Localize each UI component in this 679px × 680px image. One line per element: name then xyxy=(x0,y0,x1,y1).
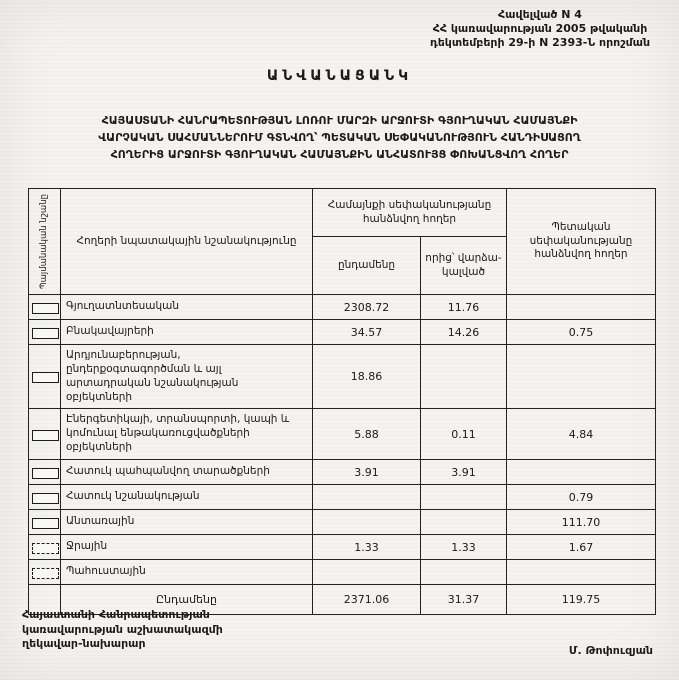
row-label: Ջրային xyxy=(61,535,313,560)
header-community-group: Համայնքի սեփականությանը հանձնվող հողեր xyxy=(313,189,507,237)
total-community-value: 2371.06 xyxy=(313,585,421,615)
row-label: Անտառային xyxy=(61,510,313,535)
state-value xyxy=(507,560,656,585)
symbol-cell xyxy=(29,320,61,345)
signatory-line: ղեկավար-նախարար xyxy=(22,637,146,651)
community-leased-value xyxy=(421,560,507,585)
symbol-cell xyxy=(29,295,61,320)
legend-box xyxy=(32,372,59,383)
table-row xyxy=(29,485,656,510)
table-row xyxy=(29,409,656,460)
state-value: 1.67 xyxy=(507,535,656,560)
table-row xyxy=(29,295,656,320)
signature-name: Մ. Թոփուզյան xyxy=(568,644,653,657)
symbol-cell xyxy=(29,560,61,585)
table-body xyxy=(29,295,656,585)
community-leased-value: 14.26 xyxy=(421,320,507,345)
table-row xyxy=(29,510,656,535)
signatory-line: կառավարության աշխատակազմի xyxy=(22,622,223,636)
row-label: Հատուկ նշանակության xyxy=(61,485,313,510)
total-state-value: 119.75 xyxy=(507,585,656,615)
community-leased-value: 3.91 xyxy=(421,460,507,485)
annex-line: Հավելված N 4 xyxy=(498,8,582,21)
community-leased-value: 0.11 xyxy=(421,409,507,460)
symbol-cell xyxy=(29,510,61,535)
legend-box xyxy=(32,303,59,314)
header-symbol-label: Պայմանական նշանը xyxy=(38,193,49,290)
doc-subtitle xyxy=(30,112,649,163)
row-label: Էներգետիկայի, տրանսպորտի, կապի և կոմունալ ենթակառուցվածքների օբյեկտների xyxy=(61,409,313,460)
legend-box xyxy=(32,543,59,554)
annex-note xyxy=(415,8,665,50)
symbol-cell xyxy=(29,460,61,485)
row-label: Բնակավայրերի xyxy=(61,320,313,345)
table-row xyxy=(29,345,656,409)
row-label: Գյուղատնտեսական xyxy=(61,295,313,320)
community-total-value xyxy=(313,485,421,510)
legend-box xyxy=(32,328,59,339)
land-table-wrap xyxy=(28,188,655,615)
community-total-value: 2308.72 xyxy=(313,295,421,320)
row-label: Հատուկ պահպանվող տարածքների xyxy=(61,460,313,485)
community-leased-value xyxy=(421,345,507,409)
symbol-cell xyxy=(29,409,61,460)
community-total-value xyxy=(313,560,421,585)
community-leased-value xyxy=(421,485,507,510)
community-total-value xyxy=(313,510,421,535)
land-table xyxy=(28,188,656,615)
table-row xyxy=(29,535,656,560)
symbol-cell xyxy=(29,485,61,510)
header-community-leased: որից՝ վարձա- կալված xyxy=(421,237,507,295)
table-row xyxy=(29,460,656,485)
row-label: Արդյունաբերության, ընդերքօգտագործման և այլ արտադրական նշանակության օբյեկտների xyxy=(61,345,313,409)
legend-box xyxy=(32,430,59,441)
legend-box xyxy=(32,468,59,479)
header-purpose: Հողերի նպատակային նշանակությունը xyxy=(61,189,313,295)
total-label: Ընդամենը xyxy=(61,585,313,615)
symbol-cell xyxy=(29,345,61,409)
state-value: 0.75 xyxy=(507,320,656,345)
community-leased-value: 1.33 xyxy=(421,535,507,560)
community-total-value: 1.33 xyxy=(313,535,421,560)
community-total-value: 5.88 xyxy=(313,409,421,460)
legend-box xyxy=(32,568,59,579)
state-value: 0.79 xyxy=(507,485,656,510)
community-total-value: 18.86 xyxy=(313,345,421,409)
subtitle-line: ՀՈՂԵՐԻՑ ԱՐՋՈՒՏԻ ԳՅՈՒՂԱԿԱՆ ՀԱՄԱՅՆՔԻՆ ԱՆՀԱՏՈՒՅՑ ՓՈԽԱՆՑՎՈՂ ՀՈՂԵՐ xyxy=(110,148,569,162)
state-value xyxy=(507,460,656,485)
header-state: Պետական սեփականությանը հանձնվող հողեր xyxy=(507,189,656,295)
annex-line: դեկտեմբերի 29-ի N 2393-Ն որոշման xyxy=(429,36,651,50)
subtitle-line: ՎԱՐՉԱԿԱՆ ՍԱՀՄԱՆՆԵՐՈՒՄ ԳՏՆՎՈՂ՝ ՊԵՏԱԿԱՆ ՍԵՓԱԿԱՆՈՒԹՅՈՒՆ ՀԱՆԴԻՍԱՑՈՂ xyxy=(98,131,581,145)
table-row xyxy=(29,560,656,585)
state-value: 111.70 xyxy=(507,510,656,535)
header-symbol xyxy=(29,189,61,295)
doc-title: ԱՆՎԱՆԱՑԱՆԿ xyxy=(266,68,413,84)
state-value xyxy=(507,345,656,409)
community-leased-value xyxy=(421,510,507,535)
row-label: Պահուստային xyxy=(61,560,313,585)
signatory-line: Հայաստանի Հանրապետության xyxy=(22,608,210,621)
community-total-value: 3.91 xyxy=(313,460,421,485)
symbol-cell xyxy=(29,535,61,560)
state-value: 4.84 xyxy=(507,409,656,460)
total-leased-value: 31.37 xyxy=(421,585,507,615)
subtitle-line: ՀԱՅԱՍՏԱՆԻ ՀԱՆՐԱՊԵՏՈՒԹՅԱՆ ԼՈՌՈՒ ՄԱՐԶԻ ԱՐՋՈՒՏԻ ԳՅՈՒՂԱԿԱՆ ՀԱՄԱՅՆՔԻ xyxy=(101,114,578,127)
header-community-total: ընդամենը xyxy=(313,237,421,295)
state-value xyxy=(507,295,656,320)
community-leased-value: 11.76 xyxy=(421,295,507,320)
annex-line: ՀՀ կառավարության 2005 թվականի xyxy=(432,22,648,36)
legend-box xyxy=(32,493,59,504)
legend-box xyxy=(32,518,59,529)
signatory-block xyxy=(22,608,223,652)
community-total-value: 34.57 xyxy=(313,320,421,345)
table-row xyxy=(29,320,656,345)
